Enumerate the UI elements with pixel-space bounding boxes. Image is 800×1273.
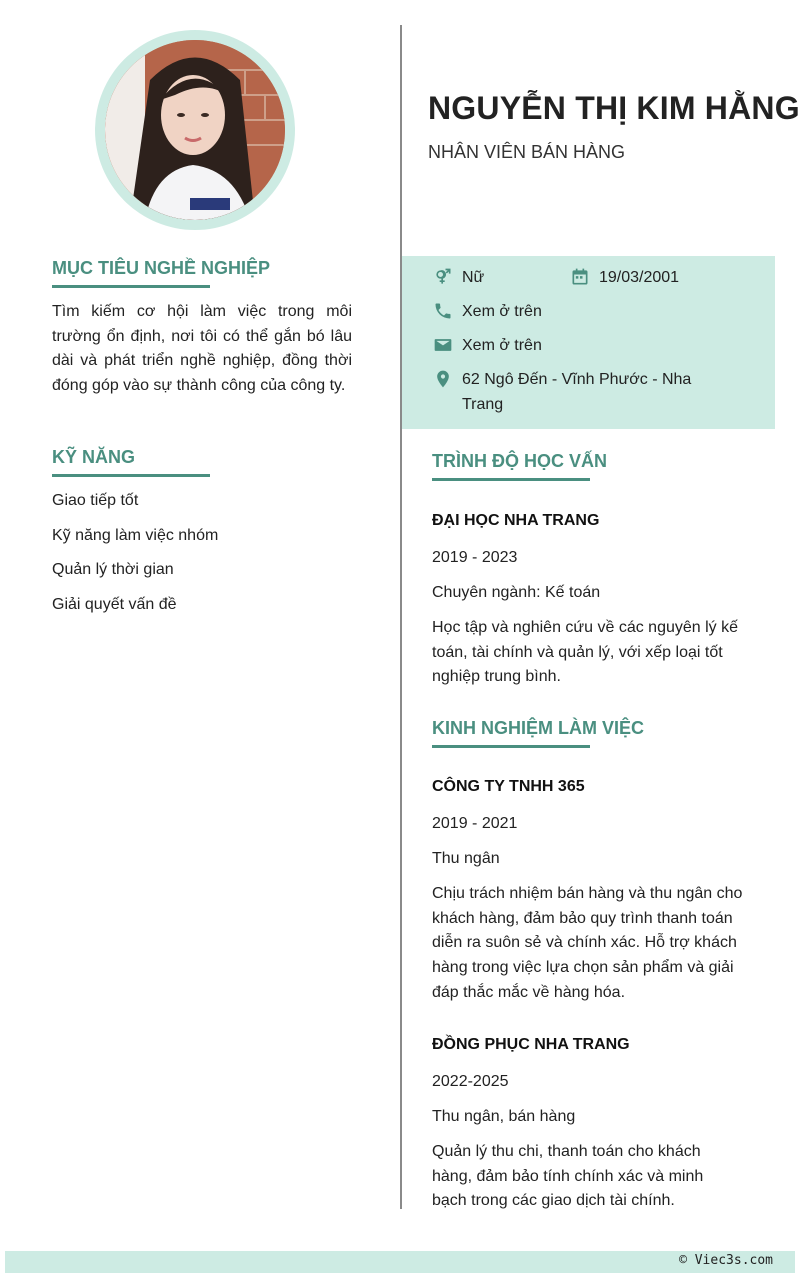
job-period: 2019 - 2021 [432,815,518,832]
job-description: Chịu trách nhiệm bán hàng và thu ngân cho khách hàng, đảm bảo quy trình thanh toán diễn ra suôn sẻ và chính xác. Hỗ trợ khách hàng trong việc lựa chọn sản phẩm và giải đáp thắc mắc về hàng hóa. [432,885,743,1001]
education-description: Học tập và nghiên cứu về các nguyên lý kế toán, tài chính và quản lý, với xếp loại tốt nghiệp trung bình. [432,619,738,686]
skill-item: Giao tiếp tốt [52,492,139,509]
address-row [432,368,722,417]
objective-text: Tìm kiếm cơ hội làm việc trong môi trường ổn định, nơi tôi có thể gắn bó lâu dài và phát triển nghề nghiệp, đồng thời đóng góp vào sự thành công của công ty. [52,303,352,395]
skill-item: Giải quyết vấn đề [52,596,177,614]
avatar-frame [95,30,295,230]
footer-bar [5,1251,795,1273]
skill-item: Kỹ năng làm việc nhóm [52,526,219,544]
footer-credit: © Viec3s.com [679,1253,773,1268]
skill-item: Quản lý thời gian [52,561,174,579]
skills-list [52,490,352,629]
experience-title: KINH NGHIỆM LÀM VIỆC [432,718,645,738]
candidate-name: NGUYỄN THỊ KIM HẰNG [428,90,800,126]
phone-value: Xem ở trên [462,303,542,320]
objective-underline [52,285,210,288]
phone-icon [432,300,454,322]
objective-section-title [52,258,271,288]
location-pin-icon [432,368,454,390]
education-underline [432,478,590,481]
experience-section-title [432,718,644,748]
gender-value: Nữ [462,269,485,286]
email-value: Xem ở trên [462,337,542,354]
job-period: 2022-2025 [432,1073,509,1090]
experience-underline [432,745,590,748]
job-company: ĐỒNG PHỤC NHA TRANG [432,1036,630,1053]
job-role: Thu ngân [432,850,500,867]
address-value [462,368,722,417]
objective-title: MỤC TIÊU NGHỀ NGHIỆP [52,258,271,278]
birthday-row [569,266,679,291]
gender-row [432,266,484,291]
gender-icon [432,266,454,288]
address-line-2: Trang [462,395,504,413]
calendar-icon [569,266,591,288]
education-major: Chuyên ngành: Kế toán [432,584,601,601]
education-title: TRÌNH ĐỘ HỌC VẤN [432,451,607,471]
education-section-title [432,451,607,481]
address-line-1: 62 Ngô Đến - Vĩnh Phước - Nha [462,371,692,388]
job-role: Thu ngân, bán hàng [432,1108,576,1125]
job-company: CÔNG TY TNHH 365 [432,778,585,795]
skills-section-title [52,447,210,477]
skills-title: KỸ NĂNG [52,447,136,467]
education-period: 2019 - 2023 [432,549,518,566]
birthday-value: 19/03/2001 [599,269,680,286]
avatar [105,40,285,220]
contact-panel [402,256,775,429]
school-name: ĐẠI HỌC NHA TRANG [432,512,600,529]
job-title: NHÂN VIÊN BÁN HÀNG [428,142,626,162]
phone-row [432,300,542,325]
email-row [432,334,542,359]
skills-underline [52,474,210,477]
mail-icon [432,334,454,356]
column-divider [400,25,402,1209]
job-description: Quản lý thu chi, thanh toán cho khách hàng, đảm bảo tính chính xác và minh bạch trong các giao dịch tài chính. [432,1143,704,1210]
